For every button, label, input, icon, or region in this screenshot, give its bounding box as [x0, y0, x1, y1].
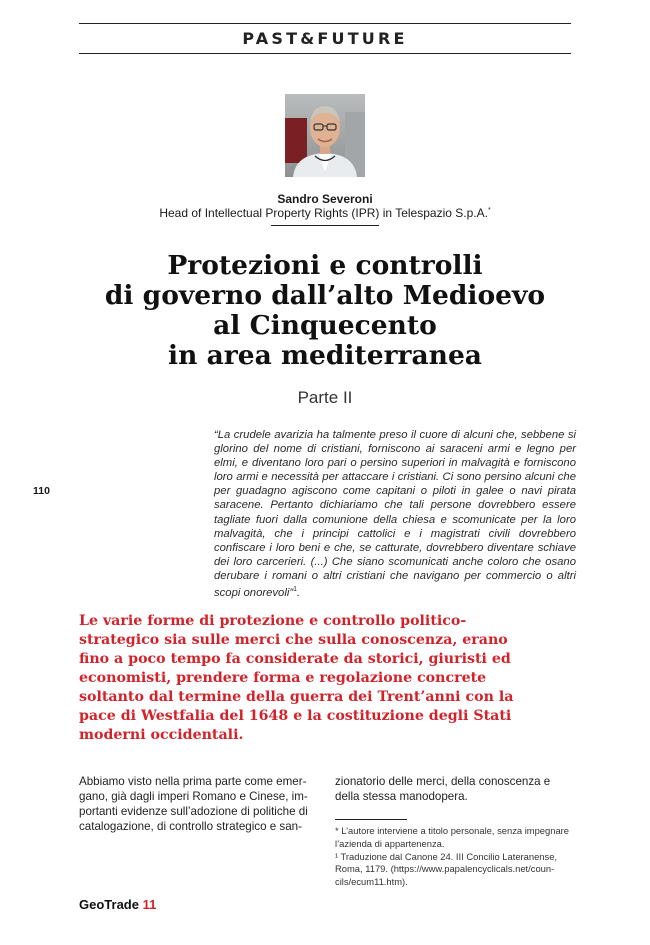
footnote-line: Roma, 1179. (https://www.papalencyclicals.net/coun-	[335, 863, 555, 875]
lead-line: strategico sia sulle merci che sulla conoscenza, erano	[79, 632, 508, 648]
body-line: Abbiamo visto nella prima parte come emer-	[79, 775, 307, 788]
page-number: 110	[33, 485, 50, 497]
footnote-divider	[335, 819, 407, 820]
author-photo	[285, 94, 365, 177]
lead-line: soltanto dal termine della guerra dei Trent’anni con la	[79, 689, 514, 705]
body-line: gano, già dagli imperi Romano e Cinese, im-	[79, 790, 308, 803]
author-role	[0, 206, 650, 220]
lead-line: pace di Westfalia del 1648 e la costituzione degli Stati	[79, 708, 512, 724]
title-line: in area mediterranea	[168, 340, 482, 371]
body-line: della stessa manodopera.	[335, 790, 468, 803]
footnotes	[335, 825, 580, 889]
quote-end: .	[297, 586, 301, 599]
footer-brand	[79, 897, 156, 912]
body-line: catalogazione, di controllo strategico e san-	[79, 820, 302, 833]
epigraph-quote	[214, 428, 576, 600]
brand-name: GeoTrade	[79, 897, 139, 912]
lead-line: moderni occidentali.	[79, 727, 244, 743]
article-subtitle: Parte II	[297, 388, 353, 407]
footnote-line: * L’autore interviene a titolo personale, senza impegnare	[335, 825, 570, 836]
author-name: Sandro Severoni	[277, 192, 373, 206]
header-bottom-rule	[79, 53, 571, 54]
footnote-line: cils/ecum11.htm).	[335, 876, 408, 888]
body-line: zionatorio delle merci, della conoscenza e	[335, 775, 551, 788]
author-role-text: Head of Intellectual Property Rights (IPR) in Telespazio S.p.A.	[159, 206, 488, 220]
lead-line: fino a poco tempo fa considerate da storici, giuristi ed	[79, 651, 511, 667]
title-line: Protezioni e controlli	[167, 250, 483, 281]
title-line: di governo dall’alto Medioevo	[104, 280, 546, 311]
footnote-line: ¹ Traduzione dal Canone 24. III Concilio Lateranense,	[335, 850, 558, 862]
author-footnote-mark: *	[487, 207, 491, 214]
footnote-line: l’azienda di appartenenza.	[335, 837, 445, 849]
quote-footnote-mark: 1	[293, 586, 298, 594]
lead-line: economisti, prendere forma e regolazione concrete	[79, 670, 487, 686]
issue-number: 11	[142, 897, 157, 912]
body-column-right	[335, 774, 575, 804]
body-line: portanti evidenze sull’adozione di politiche di	[79, 805, 308, 818]
title-line: al Cinquecento	[213, 310, 437, 341]
header-top-rule	[79, 23, 571, 24]
article-title	[60, 251, 590, 371]
section-label: PAST&FUTURE	[242, 29, 408, 48]
author-divider	[271, 225, 379, 226]
quote-text: “La crudele avarizia ha talmente preso il cuore di alcuni che, sebbene si glorino del nome di cristiani, forniscono ai saraceni armi e legno per elmi, e diventano loro pari o persino superiori in malvagità e forniscono loro armi e necessità per attaccare i cristiani. Ci sono persino alcuni che per guadagno agiscono come capitani o piloti in galee o navi pirata saracene. Pertanto dichiariamo che tali persone dovrebbero essere tagliate fuori dalla comunione della chiesa e scomunicate per la loro malvagità, che i principi cattolici e i magistrati civili dovrebbero confiscare i loro beni e che, se catturate, dovrebbero diventare schiave dei loro carcerieri. (...) Che siano scomunicati anche coloro che osano derubare i romani o altri cristiani che navigano per commercio o altri scopi onorevoli”	[214, 429, 576, 599]
lead-paragraph	[79, 612, 549, 745]
lead-line: Le varie forme di protezione e controllo politico-	[79, 613, 467, 629]
body-column-left	[79, 774, 319, 834]
